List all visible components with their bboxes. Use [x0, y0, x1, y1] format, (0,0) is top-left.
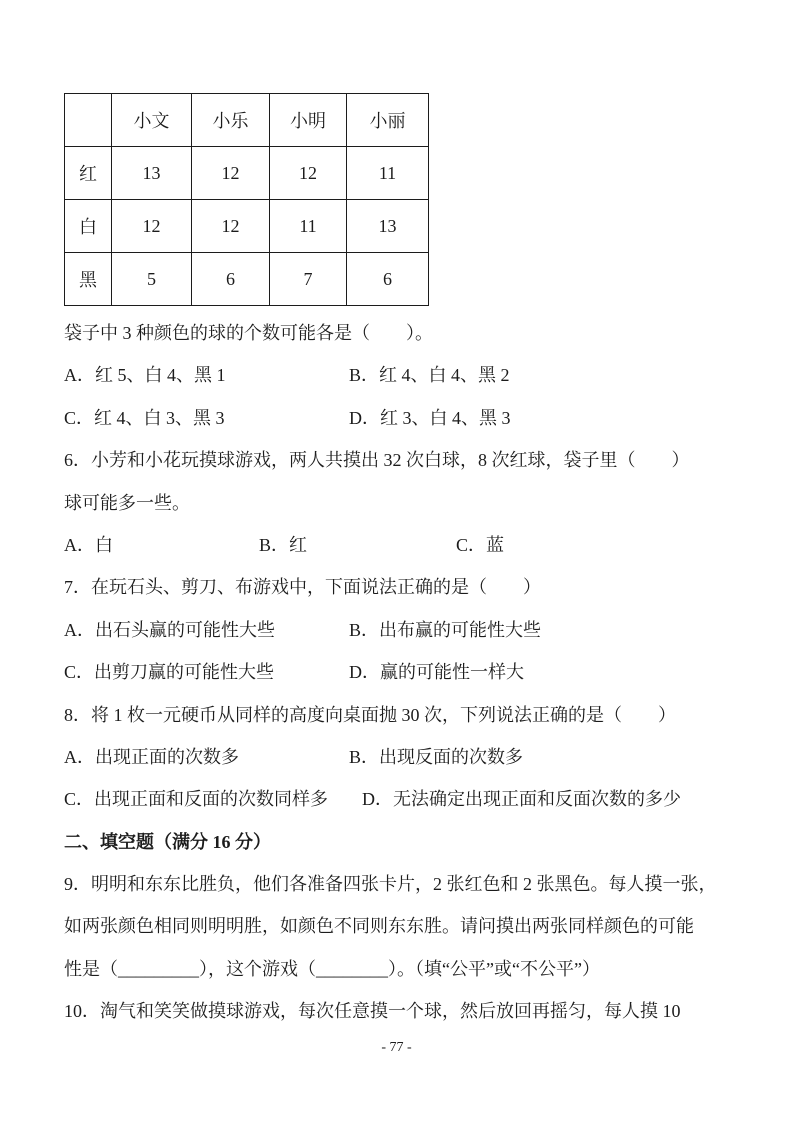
ball-count-table	[64, 93, 429, 306]
question-9-line-2	[64, 905, 736, 947]
table-cell: 11	[270, 200, 347, 253]
page-content	[64, 93, 736, 1033]
question-5-option-b: B．红 4、白 4、黑 2	[349, 365, 510, 386]
table-row-label: 白	[65, 200, 112, 253]
question-6-options-row	[64, 524, 736, 566]
table-cell: 13	[112, 147, 192, 200]
table-cell: 6	[347, 253, 429, 306]
question-6-option-c: C．蓝	[456, 534, 505, 555]
table-cell: 12	[192, 147, 270, 200]
question-7-option-c: C．出剪刀赢的可能性大些	[64, 662, 275, 683]
question-8-option-c: C．出现正面和反面的次数同样多	[64, 789, 329, 810]
table-cell: 12	[270, 147, 347, 200]
table-header-cell: 小文	[112, 94, 192, 147]
table-row	[65, 147, 429, 200]
question-5-option-c: C．红 4、白 3、黑 3	[64, 407, 225, 428]
table-cell: 5	[112, 253, 192, 306]
question-8-stem-text: 8．将 1 枚一元硬币从同样的高度向桌面抛 30 次，下列说法正确的是（ ）	[64, 704, 676, 725]
question-6-stem-line-2	[64, 482, 736, 524]
question-10-line-1	[64, 990, 736, 1032]
section-2-title	[64, 821, 736, 863]
table-header-cell-blank	[65, 94, 112, 147]
question-6-stem-line-1	[64, 439, 736, 481]
question-9-text-3: 性是（_________），这个游戏（________）。（填“公平”或“不公平”）	[64, 958, 600, 979]
question-7-option-b: B．出布赢的可能性大些	[349, 619, 542, 640]
section-2-title-text: 二、填空题（满分 16 分）	[64, 831, 271, 852]
table-header-cell: 小丽	[347, 94, 429, 147]
question-7-stem-text: 7．在玩石头、剪刀、布游戏中，下面说法正确的是（ ）	[64, 577, 541, 598]
question-8-options-row-1	[64, 736, 736, 778]
question-10-text-1: 10．淘气和笑笑做摸球游戏，每次任意摸一个球，然后放回再摇匀，每人摸 10	[64, 1001, 681, 1022]
question-9-line-1	[64, 863, 736, 905]
table-cell: 13	[347, 200, 429, 253]
question-7-stem	[64, 566, 736, 608]
question-8-stem	[64, 694, 736, 736]
question-7-option-a: A．出石头赢的可能性大些	[64, 619, 275, 640]
question-5-stem-text: 袋子中 3 种颜色的球的个数可能各是（ ）。	[64, 323, 433, 343]
question-8-option-b: B．出现反面的次数多	[349, 746, 524, 767]
table-cell: 12	[112, 200, 192, 253]
table-header-cell: 小明	[270, 94, 347, 147]
question-8-option-a: A．出现正面的次数多	[64, 746, 239, 767]
table-row	[65, 200, 429, 253]
table-cell: 7	[270, 253, 347, 306]
table-row	[65, 253, 429, 306]
table-header-cell: 小乐	[192, 94, 270, 147]
question-8-options-row-2	[64, 778, 736, 820]
question-8-option-d: D．无法确定出现正面和反面次数的多少	[362, 789, 681, 810]
question-9-text-1: 9．明明和东东比胜负，他们各准备四张卡片，2 张红色和 2 张黑色。每人摸一张，	[64, 874, 717, 895]
table-header-row	[65, 94, 429, 147]
question-6-option-a: A．白	[64, 534, 113, 555]
question-6-stem-text-2: 球可能多一些。	[64, 492, 190, 513]
question-7-options-row-1	[64, 609, 736, 651]
table-cell: 6	[192, 253, 270, 306]
table-cell: 12	[192, 200, 270, 253]
question-5-stem	[64, 312, 736, 354]
question-6-stem-text-1: 6．小芳和小花玩摸球游戏，两人共摸出 32 次白球，8 次红球，袋子里（ ）	[64, 450, 690, 471]
question-9-text-2: 如两张颜色相同则明明胜，如颜色不同则东东胜。请问摸出两张同样颜色的可能	[64, 916, 694, 937]
question-5-option-a: A．红 5、白 4、黑 1	[64, 365, 226, 386]
question-5-options-row-2	[64, 397, 736, 439]
question-5-options-row-1	[64, 354, 736, 396]
question-5-option-d: D．红 3、白 4、黑 3	[349, 407, 511, 428]
question-7-options-row-2	[64, 651, 736, 693]
table-row-label: 黑	[65, 253, 112, 306]
question-7-option-d: D．赢的可能性一样大	[349, 662, 524, 683]
table-cell: 11	[347, 147, 429, 200]
table-row-label: 红	[65, 147, 112, 200]
question-text-block	[64, 312, 736, 1033]
question-9-line-3	[64, 948, 736, 990]
page-number: - 77 -	[381, 1040, 412, 1055]
question-6-option-b: B．红	[259, 534, 308, 555]
